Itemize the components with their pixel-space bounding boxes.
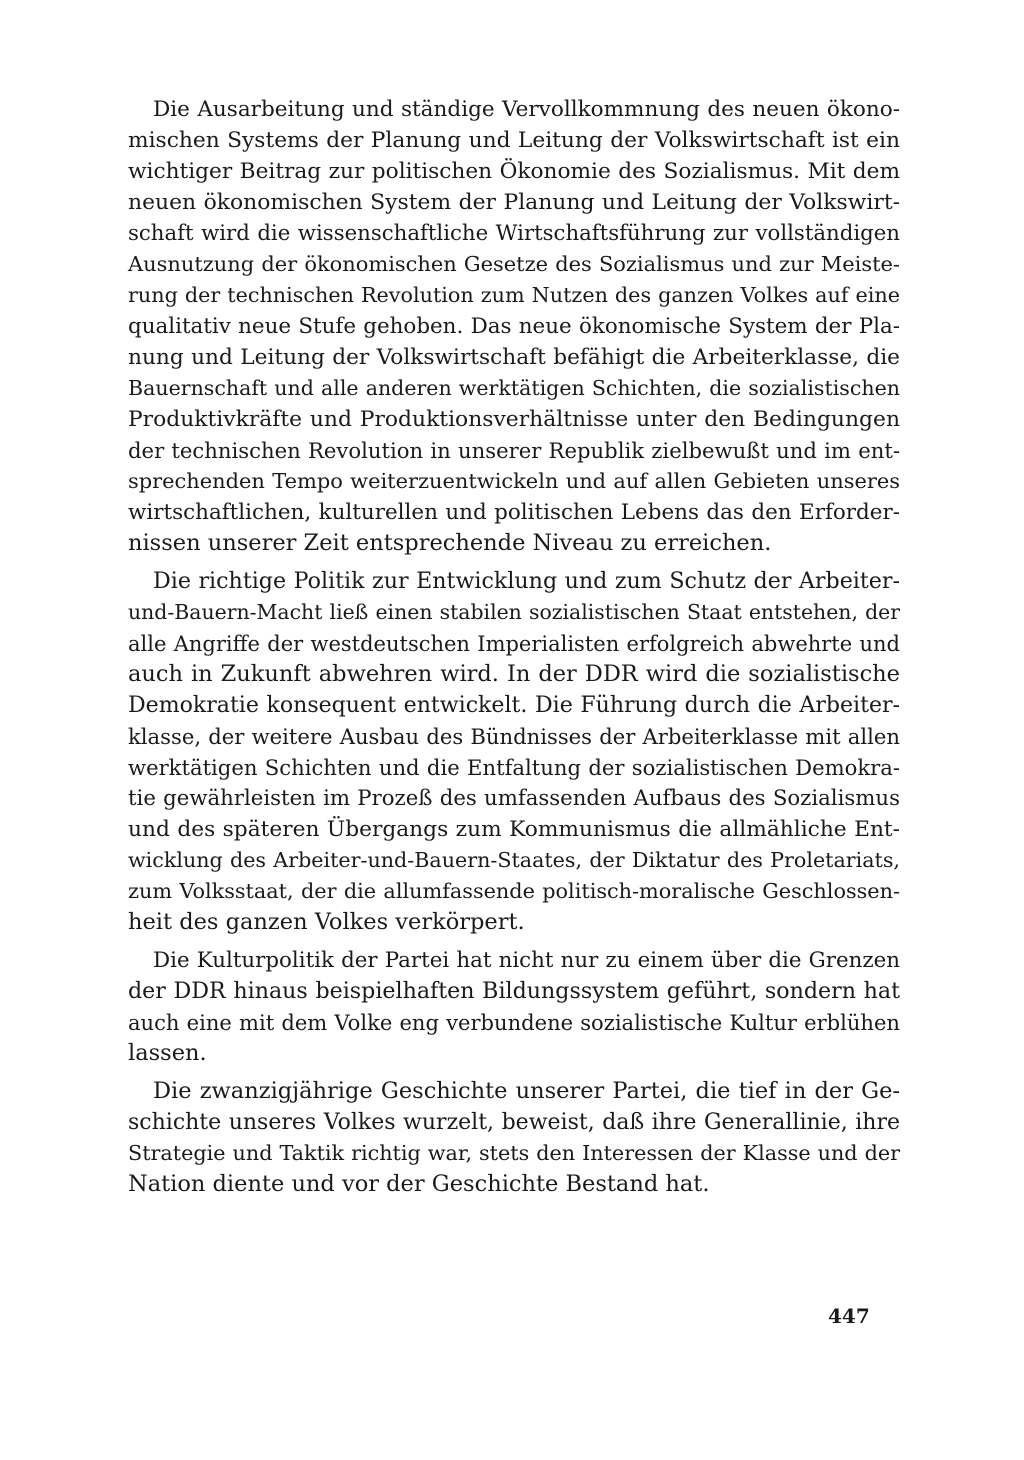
text-line: sprechenden Tempo weiterzuentwickeln und auf allen Gebieten unseres: [128, 469, 900, 493]
text-line: Nation diente und vor der Geschichte Bestand hat.: [128, 1171, 710, 1197]
text-line: lassen.: [128, 1040, 207, 1066]
text-line: und des späteren Übergangs zum Kommunismus die allmähliche Ent-: [128, 817, 900, 842]
text-line: rung der technischen Revolution zum Nutzen des ganzen Volkes auf eine: [128, 283, 900, 307]
text-line: zum Volksstaat, der die allumfassende politisch-moralische Geschlossen-: [128, 879, 900, 903]
text-line: klasse, der weitere Ausbau des Bündnisses der Arbeiterklasse mit allen: [128, 724, 900, 749]
paragraph-2: [128, 566, 900, 938]
paragraph-1: [128, 94, 900, 559]
paragraph-4: [128, 1076, 900, 1200]
paragraph-spacer: [128, 559, 900, 566]
text-line: schaft wird die wissenschaftliche Wirtschaftsführung zur vollständigen: [128, 221, 900, 246]
text-line: der DDR hinaus beispielhaften Bildungssystem geführt, sondern hat: [128, 978, 900, 1004]
text-line: wirtschaftlichen, kulturellen und politischen Lebens das den Erforder-: [128, 500, 900, 525]
paragraph-spacer: [128, 938, 900, 945]
text-line: schichte unseres Volkes wurzelt, beweist, daß ihre Generallinie, ihre: [128, 1110, 900, 1135]
text-line: Bauernschaft und alle anderen werktätigen Schichten, die sozialistischen: [128, 376, 900, 400]
body-text: [128, 94, 900, 1200]
text-line: wichtiger Beitrag zur politischen Ökonomie des Sozialismus. Mit dem: [128, 159, 900, 184]
text-line: mischen Systems der Planung und Leitung der Volkswirtschaft ist ein: [128, 128, 900, 153]
text-line: Die Kulturpolitik der Partei hat nicht nur zu einem über die Grenzen: [153, 948, 900, 973]
text-line: Die Ausarbeitung und ständige Vervollkommnung des neuen ökono-: [153, 97, 900, 122]
text-line: und-Bauern-Macht ließ einen stabilen sozialistischen Staat entstehen, der: [128, 600, 900, 624]
paragraph-spacer: [128, 1069, 900, 1076]
page-number: 447: [828, 1304, 870, 1328]
text-line: qualitativ neue Stufe gehoben. Das neue ökonomische System der Pla-: [128, 314, 900, 339]
text-line: nung und Leitung der Volkswirtschaft befähigt die Arbeiterklasse, die: [128, 345, 900, 370]
text-line: Die zwanzigjährige Geschichte unserer Partei, die tief in der Ge-: [153, 1078, 900, 1104]
text-line: wicklung des Arbeiter-und-Bauern-Staates, der Diktatur des Proletariats,: [128, 848, 900, 872]
text-line: tie gewährleisten im Prozeß des umfassenden Aufbaus des Sozialismus: [128, 786, 900, 811]
paragraph-3: [128, 945, 900, 1069]
text-line: Ausnutzung der ökonomischen Gesetze des Sozialismus und zur Meiste-: [128, 252, 900, 276]
text-line: nissen unserer Zeit entsprechende Niveau zu erreichen.: [128, 530, 772, 556]
text-line: auch eine mit dem Volke eng verbundene sozialistische Kultur erblühen: [128, 1010, 900, 1035]
text-line: Strategie und Taktik richtig war, stets den Interessen der Klasse und der: [128, 1141, 900, 1165]
text-line: werktätigen Schichten und die Entfaltung der sozialistischen Demokra-: [128, 755, 900, 780]
text-line: Die richtige Politik zur Entwicklung und zum Schutz der Arbeiter-: [153, 568, 900, 594]
text-line: neuen ökonomischen System der Planung und Leitung der Volkswirt-: [128, 190, 900, 215]
text-line: der technischen Revolution in unserer Republik zielbewußt und im ent-: [128, 438, 900, 463]
text-line: alle Angriffe der westdeutschen Imperialisten erfolgreich abwehrte und: [128, 631, 900, 656]
text-line: heit des ganzen Volkes verkörpert.: [128, 909, 525, 935]
text-line: Demokratie konsequent entwickelt. Die Führung durch die Arbeiter-: [128, 693, 900, 718]
text-line: Produktivkräfte und Produktionsverhältnisse unter den Bedingungen: [128, 407, 900, 432]
text-line: auch in Zukunft abwehren wird. In der DDR wird die sozialistische: [128, 661, 900, 687]
